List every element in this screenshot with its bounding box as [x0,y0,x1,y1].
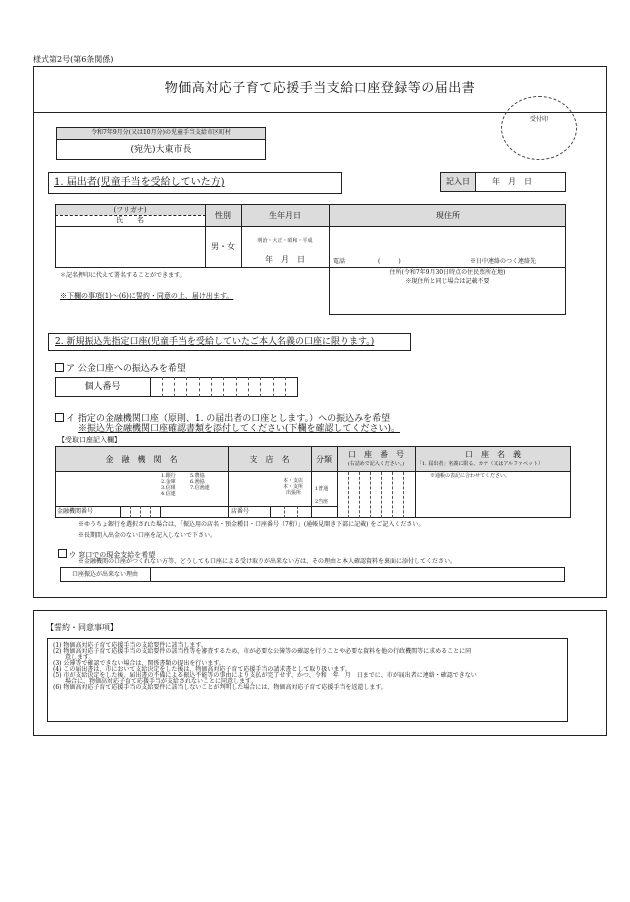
bank-type-5[interactable]: 5.農協 [190,473,205,479]
sec1-title: 1. 届出者(児童手当を受給していた方) [54,177,225,188]
branch-label: 支 店 名 [249,455,290,464]
oath-item-5-cont: 場合に、物価高対応子育て応援手当が支給されないことに同意します。 [53,678,257,685]
bank-type-6[interactable]: 6.漁協 [190,479,205,485]
form-number: 様式第2号(第6条関係) [33,55,114,64]
class-type-1[interactable]: 1普通 [315,486,329,492]
oath-item-5: (5) 市が支給決定をした後、届出書の不備による振込不能等の事由により支払が完了せず、かつ、令和 年 月 日までに、市が届出者に連絡・確認できない [53,672,477,679]
entry-date-label: 記入日 [446,177,470,186]
oath-item-4: (4) この届出書は、市において支給決定をした後は、物価高対応子育て応援手当の請求書として取り扱います。 [53,666,351,673]
option-a[interactable] [55,363,186,374]
bank-number-input[interactable] [120,506,160,518]
holder-note2: ※通帳の表記に合わせてください。 [430,473,511,479]
entry-date-value: 年 月 日 [492,177,532,186]
name-label: 氏 名 [116,216,144,224]
bank-type-2[interactable]: 2.金庫 [161,479,176,485]
sex-label: 性別 [215,211,231,220]
oath-item-2-cont: 意します。 [53,654,95,661]
municipality-name: (宛先)大東市長 [130,145,192,155]
name-input[interactable] [56,227,205,267]
option-a-label: ア 公金口座への振込みを希望 [66,364,186,374]
option-i-note: ※振込先金融機関口座確認書類を添付してください(下欄を確認してください)。 [78,424,401,434]
option-i-checkbox[interactable] [55,413,64,422]
branch-type-2[interactable]: 本・支所 [283,484,304,490]
form-title: 物価高対応子育て応援手当支給口座登録等の届出書 [164,81,476,96]
address-label: 現住所 [436,211,460,220]
bank-label: 金 融 機 関 名 [105,455,178,464]
furigana-label: (フリガナ) [113,206,147,214]
bank-type-1[interactable]: 1.銀行 [161,473,176,479]
reception-stamp-area [501,96,577,160]
oath-list [53,643,565,691]
yucho-note: ※ゆうちょ銀行を選択された場合は、「振込用の店名・預金種目・口座番号（7桁）」(通帳見開き下部に記載) をご記入ください。 [78,521,425,528]
option-i-label: イ 指定の金融機関口座（原則、1. の届出者の口座とします。）への振込みを希望 [66,414,391,424]
option-u-label: ウ 窓口での現金支給を希望 [69,551,156,559]
holder-note1: 「1. 届出者」名義に限る。カナ（又はアルファベット） [417,461,544,467]
bank-type-7[interactable]: 7.信漁連 [190,485,210,491]
residence-label: 住所(令和7年9月30日時点の住民票所在地) [389,269,506,276]
oath-item-1: (1) 物価高対応子育て応援手当の支給要件に該当します。 [53,642,207,649]
reason-label: 口座振込が出来ない理由 [71,571,138,578]
dormant-note: ※長期間入出金のない口座を記入しないで下さい。 [78,532,217,539]
branch-type-3[interactable]: 出張所 [286,490,302,496]
agree-note: ※下欄の事項(1)～(6)に誓約・同意の上、届け出ます。 [60,292,234,300]
account-number-input[interactable] [337,472,415,518]
branch-number-input[interactable] [270,506,311,518]
bank-number-label: 金融機関番号 [57,508,94,515]
branch-name-input[interactable] [229,472,281,505]
option-u-checkbox[interactable] [58,549,67,558]
dob-input[interactable]: 年 月 日 [265,255,305,264]
phone-input[interactable]: ( ) [378,258,401,265]
branch-type-1[interactable]: 本・支店 [283,478,304,484]
bank-type-4[interactable]: 4.信連 [161,491,176,497]
oath-item-3: (3) 公簿等で確認できない場合は、関係書類の提出を行います。 [53,660,225,667]
phone-label: 電話 [333,258,346,265]
option-u-note: ※金融機関の口座がつくれない方等、どうしても口座による受け取りが出来ない方は、その理由と本人確認資料を裏面に添付してください。 [78,558,457,565]
era-options[interactable]: 明治・大正・昭和・平成 [257,238,313,244]
option-a-checkbox[interactable] [55,363,64,372]
oath-title: 【誓約・同意事項】 [46,623,118,632]
receive-header: 【受取口座記入欄】 [58,436,121,444]
stamp-label: 受付印 [529,116,548,123]
sec2-title: 2. 新規振込先指定口座(児童手当を受給していたご本人名義の口座に限ります。) [55,337,375,347]
holder-label: 口 座 名 義 [465,450,521,459]
bank-type-3[interactable]: 3.信組 [161,485,176,491]
option-i[interactable] [55,413,390,424]
phone-note: ※日中連絡のつく連絡先 [470,258,537,265]
account-sub: (右詰めで記入ください。) [347,461,405,467]
reason-input[interactable] [151,568,564,581]
sex-options[interactable]: 男・女 [211,242,235,251]
sign-note: ＊記名押印に代えて署名することができます。 [60,272,186,279]
mynumber-label: 個人番号 [84,382,121,392]
account-label: 口 座 番 号 [348,450,404,459]
account-holder-input[interactable] [416,482,570,517]
branch-number-label: 店番号 [231,508,250,515]
address-input[interactable] [330,227,565,257]
mynumber-input[interactable] [150,377,298,397]
bank-name-input[interactable] [56,472,160,505]
oath-item-2: (2) 物価高対応子育て応援手当の支給要件の該当性等を審査するため、市が必要な公簿等の確認を行うことや必要な資料を他の行政機関等に求めることに同 [53,648,472,655]
class-type-2[interactable]: 2当座 [315,499,329,505]
municipality-header: 令和7年9月分(又は10月分)の児童手当支給市区町村 [91,129,231,136]
dob-label: 生年月日 [269,211,301,220]
residence-note: ※現住所と同じ場合は記載不要 [405,278,490,285]
oath-item-6: (6) 物価高対応子育て応援手当の支給要件に該当しないことが判明した場合には、物価高対応子育て応援手当を返還します。 [53,684,387,691]
class-label: 分類 [316,455,332,464]
